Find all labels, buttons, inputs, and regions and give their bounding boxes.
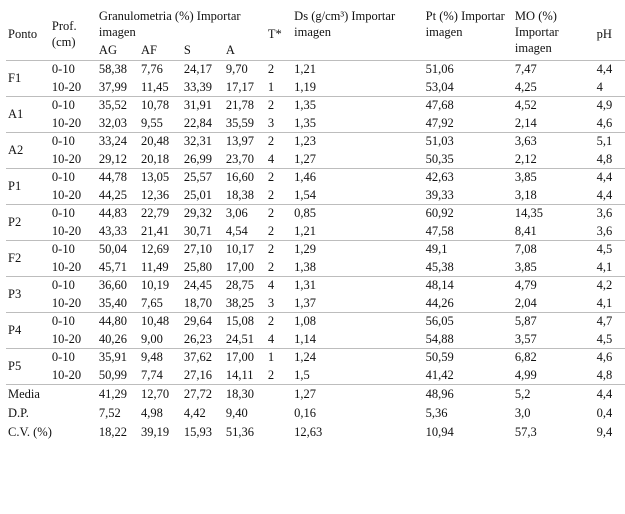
cell-mo: 4,25: [514, 79, 537, 94]
cell-mo: 2,12: [514, 151, 537, 166]
cell-t: 4: [268, 277, 294, 295]
cell-ag: 35,52: [99, 97, 141, 115]
cell-ds: 1,24: [294, 349, 426, 367]
ponto-label: F2: [6, 241, 52, 277]
cell-pt: 50,35: [425, 151, 454, 166]
cell-ds: 1,08: [294, 313, 426, 331]
stat-t: [268, 423, 294, 442]
cell-prof: 0-10: [52, 61, 99, 79]
table-row: [6, 313, 625, 331]
cell-mo: 2,04: [514, 295, 537, 310]
cell-mo: 6,82: [515, 349, 597, 367]
cell-prof: 0-10: [52, 205, 99, 223]
cell-a: 9,70: [226, 61, 268, 79]
stat-pt: 48,96: [426, 385, 515, 405]
cell-ag: 50,99: [98, 367, 128, 382]
cell-s: 24,17: [184, 61, 226, 79]
cell-ds: 1,29: [294, 241, 426, 259]
cell-ph: 4,1: [596, 295, 613, 310]
cell-a: 10,17: [226, 241, 268, 259]
cell-a: 15,08: [226, 313, 268, 331]
stat-ds: 0,16: [294, 406, 317, 420]
cell-ds: 1,5: [294, 367, 310, 382]
cell-t: 2: [267, 187, 275, 202]
stat-row: [6, 423, 625, 442]
header-mo: [515, 6, 597, 61]
cell-a: 35,59: [225, 115, 255, 130]
stat-mo: 5,2: [515, 385, 597, 405]
cell-ph: 4,9: [597, 97, 625, 115]
stat-pt: 5,36: [425, 406, 448, 420]
cell-t: 2: [268, 169, 294, 187]
cell-ds: 0,85: [294, 205, 426, 223]
cell-pt: 47,58: [425, 223, 454, 238]
header-ds: [294, 6, 426, 61]
cell-prof: 0-10: [52, 277, 99, 295]
header-granulometria: Granulometria (%) Importar imagen: [98, 9, 241, 39]
ponto-label: A1: [6, 97, 52, 133]
cell-ph: 4,4: [597, 169, 625, 187]
cell-af: 10,48: [141, 313, 184, 331]
cell-a: 17,00: [225, 259, 255, 274]
stat-a: 51,36: [225, 425, 255, 439]
cell-af: 9,00: [140, 331, 163, 346]
cell-ag: 32,03: [98, 115, 128, 130]
stat-pt: 10,94: [425, 425, 454, 439]
header-ponto: Ponto: [8, 27, 38, 41]
stat-s: 27,72: [184, 385, 226, 405]
cell-af: 7,76: [141, 61, 184, 79]
cell-ag: 43,33: [98, 223, 128, 238]
cell-pt: 41,42: [425, 367, 454, 382]
header-pt: [426, 6, 515, 61]
cell-mo: 5,87: [515, 313, 597, 331]
table-row: [6, 367, 625, 385]
cell-s: 30,71: [183, 223, 212, 238]
cell-prof: 0-10: [52, 349, 99, 367]
cell-s: 25,01: [183, 187, 212, 202]
ponto-label: P1: [6, 169, 52, 205]
cell-prof: 10-20: [51, 187, 82, 202]
cell-s: 22,84: [183, 115, 212, 130]
table-row: [6, 133, 625, 151]
cell-t: 2: [268, 205, 294, 223]
cell-a: 24,51: [225, 331, 255, 346]
cell-prof: 0-10: [52, 313, 99, 331]
cell-s: 26,23: [183, 331, 212, 346]
stat-ph: 4,4: [597, 385, 625, 405]
cell-pt: 48,14: [426, 277, 515, 295]
cell-s: 33,39: [183, 79, 212, 94]
table-row: [6, 241, 625, 259]
cell-mo: 7,08: [515, 241, 597, 259]
cell-prof: 0-10: [52, 241, 99, 259]
header-s: S: [183, 43, 191, 58]
header-ds-text: Ds (g/cm³) Importar imagen: [294, 9, 396, 39]
cell-prof: 0-10: [52, 97, 99, 115]
cell-pt: 51,06: [426, 61, 515, 79]
cell-a: 16,60: [226, 169, 268, 187]
cell-pt: 53,04: [425, 79, 454, 94]
cell-ds: 1,14: [294, 331, 317, 346]
header-ag: AG: [98, 43, 117, 58]
cell-t: 2: [268, 241, 294, 259]
cell-af: 20,18: [140, 151, 170, 166]
cell-prof: 10-20: [51, 259, 82, 274]
stat-t: [268, 385, 294, 405]
cell-a: 28,75: [226, 277, 268, 295]
cell-pt: 42,63: [426, 169, 515, 187]
cell-af: 11,45: [140, 79, 169, 94]
stat-ag: 18,22: [98, 425, 128, 439]
ponto-label: F1: [6, 61, 52, 97]
cell-pt: 39,33: [425, 187, 454, 202]
ponto-label: A2: [6, 133, 52, 169]
cell-s: 27,10: [184, 241, 226, 259]
cell-s: 25,80: [183, 259, 212, 274]
cell-af: 10,78: [141, 97, 184, 115]
cell-s: 32,31: [184, 133, 226, 151]
cell-mo: 3,57: [514, 331, 537, 346]
cell-s: 29,64: [184, 313, 226, 331]
cell-mo: 3,85: [515, 169, 597, 187]
stat-label: Media: [6, 385, 99, 405]
cell-af: 20,48: [141, 133, 184, 151]
cell-ph: 4,5: [597, 241, 625, 259]
cell-ag: 45,71: [98, 259, 128, 274]
cell-ph: 4,8: [596, 367, 613, 382]
stat-a: 18,30: [226, 385, 268, 405]
cell-ph: 4,5: [596, 331, 613, 346]
table-row: [6, 277, 625, 295]
stat-row: [6, 385, 625, 405]
cell-mo: 2,14: [514, 115, 537, 130]
cell-mo: 3,63: [515, 133, 597, 151]
cell-ds: 1,31: [294, 277, 426, 295]
cell-mo: 3,18: [514, 187, 537, 202]
cell-pt: 49,1: [426, 241, 515, 259]
cell-ph: 4,7: [597, 313, 625, 331]
stat-ph: 9,4: [596, 425, 613, 439]
cell-ag: 44,80: [99, 313, 141, 331]
cell-a: 14,11: [225, 367, 254, 382]
cell-ds: 1,21: [294, 223, 317, 238]
stat-ph: 0,4: [596, 406, 613, 420]
table-row: [6, 61, 625, 79]
cell-ag: 58,38: [99, 61, 141, 79]
cell-a: 4,54: [225, 223, 248, 238]
cell-prof: 10-20: [51, 295, 82, 310]
cell-mo: 3,85: [514, 259, 537, 274]
table-row: [6, 151, 625, 169]
cell-ag: 44,83: [99, 205, 141, 223]
table-row: [6, 331, 625, 349]
header-mo-text: MO (%) Importar imagen: [514, 9, 559, 55]
header-ph: pH: [596, 27, 612, 41]
cell-af: 10,19: [141, 277, 184, 295]
cell-ph: 4,2: [597, 277, 625, 295]
cell-ag: 33,24: [99, 133, 141, 151]
table-row: [6, 79, 625, 97]
cell-mo: 4,99: [514, 367, 537, 382]
cell-a: 13,97: [226, 133, 268, 151]
cell-t: 1: [267, 79, 275, 94]
cell-af: 21,41: [140, 223, 170, 238]
cell-mo: 4,52: [515, 97, 597, 115]
cell-t: 3: [267, 295, 275, 310]
cell-mo: 7,47: [515, 61, 597, 79]
cell-t: 4: [267, 331, 275, 346]
cell-s: 37,62: [184, 349, 226, 367]
cell-ph: 4,4: [596, 187, 613, 202]
cell-a: 17,00: [226, 349, 268, 367]
stat-label: C.V. (%): [8, 425, 52, 439]
cell-ph: 4,8: [596, 151, 613, 166]
cell-s: 29,32: [184, 205, 226, 223]
cell-ds: 1,35: [294, 115, 317, 130]
cell-ag: 44,25: [98, 187, 128, 202]
table-row: [6, 259, 625, 277]
cell-ph: 4,1: [596, 259, 613, 274]
cell-prof: 10-20: [51, 223, 82, 238]
cell-ds: 1,21: [294, 61, 426, 79]
cell-a: 3,06: [226, 205, 268, 223]
cell-s: 18,70: [183, 295, 212, 310]
ponto-label: P3: [6, 277, 52, 313]
cell-pt: 47,68: [426, 97, 515, 115]
table-row: [6, 295, 625, 313]
cell-ag: 36,60: [99, 277, 141, 295]
stat-ag: 41,29: [99, 385, 141, 405]
cell-s: 24,45: [184, 277, 226, 295]
cell-pt: 54,88: [425, 331, 454, 346]
header-row-1: [6, 6, 625, 42]
cell-t: 2: [268, 61, 294, 79]
ponto-label: P2: [6, 205, 52, 241]
cell-prof: 10-20: [51, 331, 82, 346]
soil-data-table: [6, 6, 625, 442]
cell-pt: 45,38: [425, 259, 454, 274]
cell-af: 12,69: [141, 241, 184, 259]
cell-af: 7,65: [140, 295, 163, 310]
header-prof: [52, 6, 99, 61]
stat-mo: 3,0: [514, 406, 531, 420]
cell-s: 26,99: [183, 151, 212, 166]
table-row: [6, 97, 625, 115]
cell-ph: 4,6: [597, 349, 625, 367]
header-t: T*: [267, 27, 282, 41]
cell-ph: 4,4: [597, 61, 625, 79]
header-af: AF: [140, 43, 157, 58]
header-prof-text: Prof. (cm): [51, 19, 77, 49]
cell-t: 4: [267, 151, 275, 166]
cell-af: 9,48: [141, 349, 184, 367]
cell-a: 23,70: [225, 151, 255, 166]
cell-af: 9,55: [140, 115, 163, 130]
cell-prof: 10-20: [51, 115, 82, 130]
cell-ag: 50,04: [99, 241, 141, 259]
cell-ds: 1,46: [294, 169, 426, 187]
cell-s: 25,57: [184, 169, 226, 187]
cell-ds: 1,23: [294, 133, 426, 151]
cell-ag: 29,12: [98, 151, 128, 166]
cell-ph: 3,6: [597, 205, 625, 223]
table-row: [6, 223, 625, 241]
cell-a: 18,38: [225, 187, 255, 202]
cell-ds: 1,35: [294, 97, 426, 115]
header-a: A: [225, 43, 235, 58]
ponto-label: P4: [6, 313, 52, 349]
cell-af: 13,05: [141, 169, 184, 187]
cell-a: 17,17: [225, 79, 255, 94]
cell-ag: 35,91: [99, 349, 141, 367]
stat-af: 39,19: [140, 425, 170, 439]
stat-label: D.P.: [8, 406, 29, 420]
table-row: [6, 169, 625, 187]
cell-t: 2: [267, 367, 275, 382]
stat-s: 15,93: [183, 425, 212, 439]
cell-ag: 40,26: [98, 331, 128, 346]
stat-ds: 1,27: [294, 385, 426, 405]
cell-ph: 4,6: [596, 115, 613, 130]
cell-t: 2: [267, 223, 275, 238]
cell-ph: 4: [596, 79, 603, 94]
cell-pt: 51,03: [426, 133, 515, 151]
cell-ds: 1,37: [294, 295, 317, 310]
cell-t: 3: [267, 115, 275, 130]
table-row: [6, 349, 625, 367]
cell-prof: 10-20: [51, 367, 82, 382]
stat-af: 12,70: [141, 385, 184, 405]
cell-af: 7,74: [140, 367, 163, 382]
cell-mo: 14,35: [515, 205, 597, 223]
cell-ds: 1,54: [294, 187, 317, 202]
cell-t: 2: [267, 259, 275, 274]
cell-pt: 56,05: [426, 313, 515, 331]
stat-t: [268, 404, 294, 423]
cell-mo: 4,79: [515, 277, 597, 295]
cell-ds: 1,38: [294, 259, 317, 274]
cell-t: 2: [268, 313, 294, 331]
cell-a: 38,25: [225, 295, 255, 310]
stat-ag: 7,52: [98, 406, 121, 420]
cell-prof: 10-20: [51, 151, 82, 166]
cell-af: 22,79: [141, 205, 184, 223]
cell-pt: 44,26: [425, 295, 454, 310]
cell-ph: 5,1: [597, 133, 625, 151]
cell-ds: 1,19: [294, 79, 317, 94]
stat-ds: 12,63: [294, 425, 323, 439]
cell-ag: 35,40: [98, 295, 128, 310]
cell-t: 2: [268, 97, 294, 115]
stat-a: 9,40: [225, 406, 248, 420]
cell-prof: 0-10: [52, 169, 99, 187]
cell-t: 2: [268, 133, 294, 151]
cell-t: 1: [268, 349, 294, 367]
cell-pt: 60,92: [426, 205, 515, 223]
cell-af: 11,49: [140, 259, 169, 274]
cell-mo: 8,41: [514, 223, 537, 238]
stat-af: 4,98: [140, 406, 163, 420]
stat-row: [6, 404, 625, 423]
cell-ag: 44,78: [99, 169, 141, 187]
cell-ds: 1,27: [294, 151, 317, 166]
cell-af: 12,36: [140, 187, 170, 202]
table-row: [6, 187, 625, 205]
cell-s: 31,91: [184, 97, 226, 115]
cell-ph: 3,6: [596, 223, 613, 238]
header-pt-text: Pt (%) Importar imagen: [425, 9, 505, 39]
cell-prof: 10-20: [51, 79, 82, 94]
stat-mo: 57,3: [514, 425, 537, 439]
cell-a: 21,78: [226, 97, 268, 115]
ponto-label: P5: [6, 349, 52, 385]
stat-s: 4,42: [183, 406, 206, 420]
table-row: [6, 205, 625, 223]
table-row: [6, 115, 625, 133]
cell-pt: 50,59: [426, 349, 515, 367]
cell-ag: 37,99: [98, 79, 128, 94]
cell-pt: 47,92: [425, 115, 454, 130]
cell-s: 27,16: [183, 367, 212, 382]
cell-prof: 0-10: [52, 133, 99, 151]
